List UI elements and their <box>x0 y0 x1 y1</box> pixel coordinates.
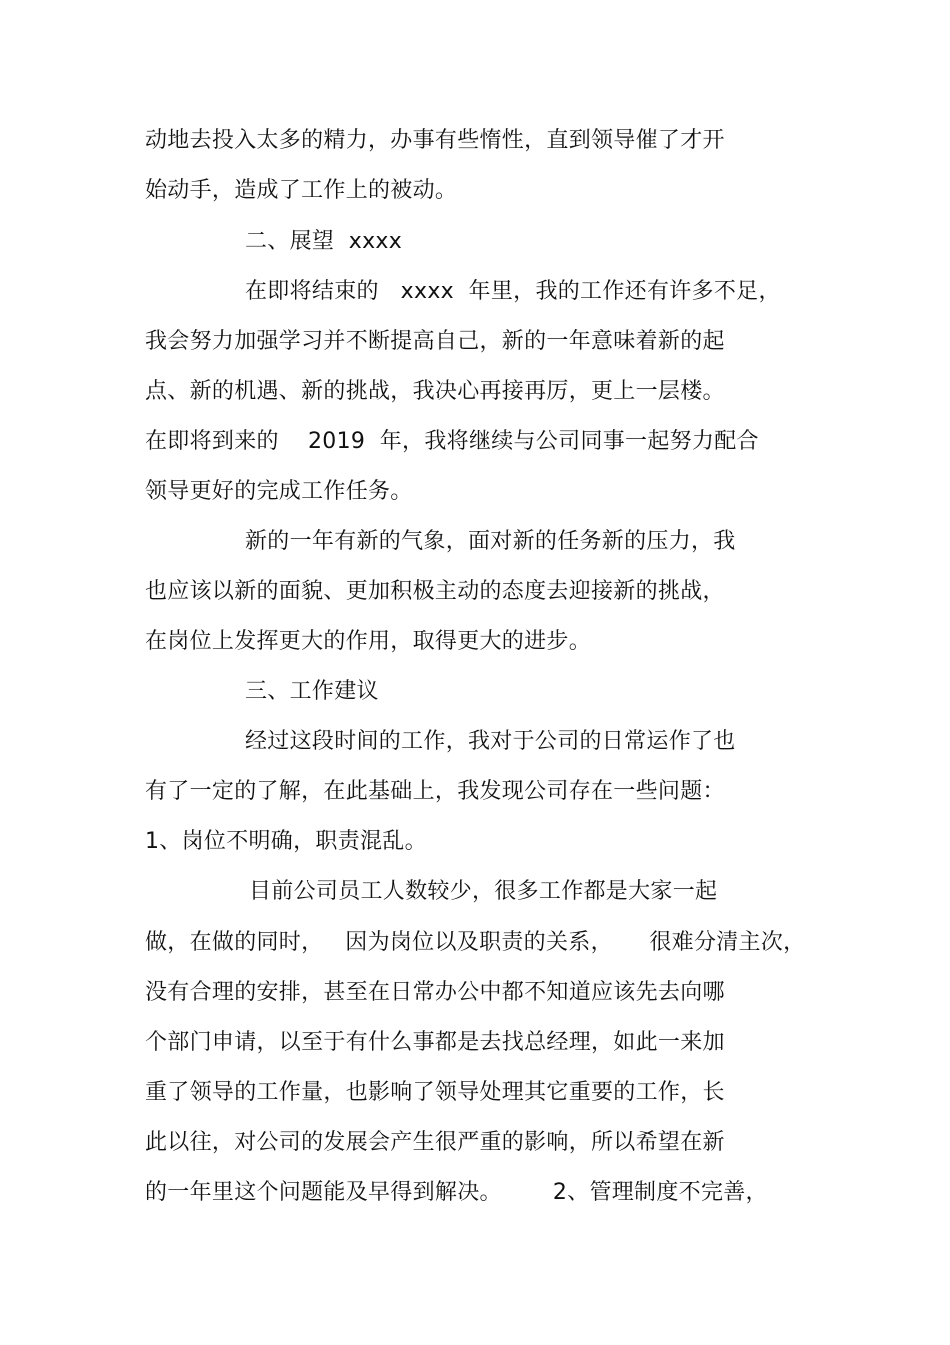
list-item: 1、岗位不明确，职责混乱。 <box>145 829 427 854</box>
text-line: 在即将到来的 2019 年，我将继续与公司同事一起努力配合 <box>145 429 759 454</box>
text-line: 在岗位上发挥更大的作用，取得更大的进步。 <box>145 629 592 654</box>
text-line: 始动手，造成了工作上的被动。 <box>145 178 458 203</box>
text-line: 没有合理的安排，甚至在日常办公中都不知道应该先去向哪 <box>145 980 725 1005</box>
text-line: 也应该以新的面貌、更加积极主动的态度去迎接新的挑战， <box>145 579 725 604</box>
section-heading: 二、展望 xxxx <box>245 229 403 254</box>
text-line: 的一年里这个问题能及早得到解决。 2、管理制度不完善， <box>145 1180 768 1205</box>
section-heading: 三、工作建议 <box>245 679 379 704</box>
text-line: 做，在做的同时， 因为岗位以及职责的关系， 很难分清主次， <box>145 930 806 955</box>
text-line: 点、新的机遇、新的挑战，我决心再接再厉，更上一层楼。 <box>145 379 725 404</box>
text-line: 目前公司员工人数较少，很多工作都是大家一起 <box>249 879 718 904</box>
text-line: 此以往，对公司的发展会产生很严重的影响，所以希望在新 <box>145 1130 725 1155</box>
text-line: 领导更好的完成工作任务。 <box>145 479 413 504</box>
text-line: 新的一年有新的气象，面对新的任务新的压力，我 <box>245 529 736 554</box>
text-line: 我会努力加强学习并不断提高自己，新的一年意味着新的起 <box>145 329 725 354</box>
text-line: 经过这段时间的工作，我对于公司的日常运作了也 <box>245 729 736 754</box>
text-line: 有了一定的了解，在此基础上，我发现公司存在一些问题： <box>145 779 725 804</box>
text-line: 在即将结束的 xxxx 年里，我的工作还有许多不足， <box>245 279 781 304</box>
text-line: 个部门申请，以至于有什么事都是去找总经理，如此一来加 <box>145 1030 725 1055</box>
text-line: 动地去投入太多的精力，办事有些惰性，直到领导催了才开 <box>145 128 725 153</box>
text-line: 重了领导的工作量，也影响了领导处理其它重要的工作，长 <box>145 1080 725 1105</box>
